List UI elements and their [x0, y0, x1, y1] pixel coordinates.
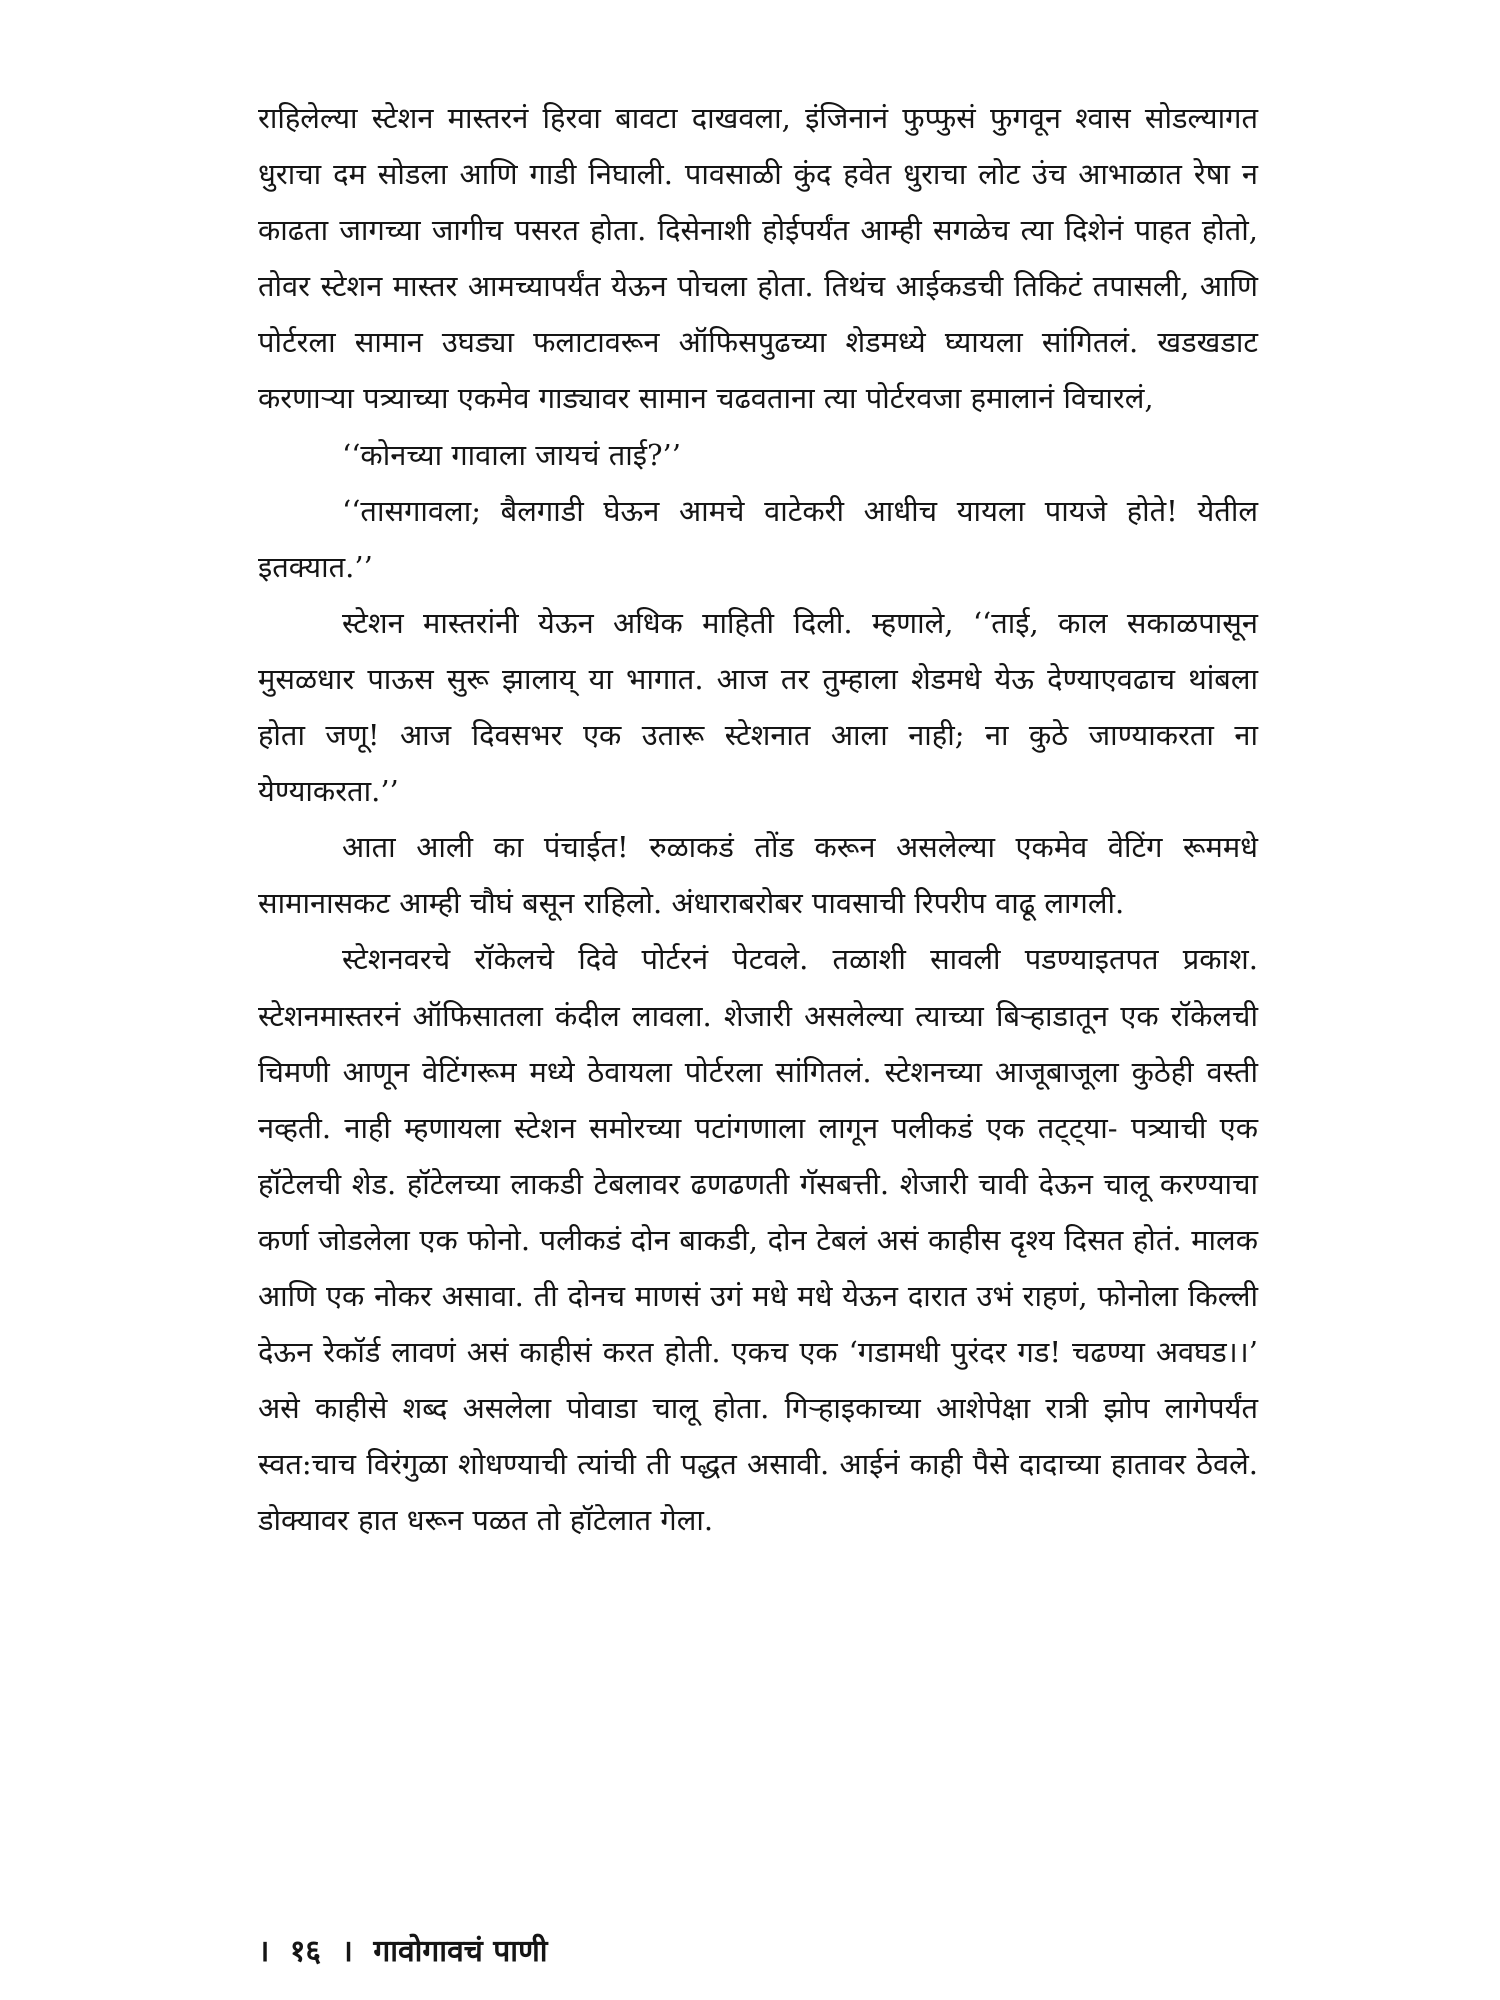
paragraph-lamps-hotel: स्टेशनवरचे रॉकेलचे दिवे पोर्टरनं पेटवले. तळाशी सावली पडण्याइतपत प्रकाश. स्टेशनमास्तरनं ऑफिसातला कंदील लावला. शेजारी असलेल्या त्याच्या बिऱ्हाडातून एक रॉकेलची चिमणी आणून वेटिंगरूम मध्ये ठेवायला पोर्टरला सांगितलं. स्टेशनच्या आजूबाजूला कुठेही वस्ती नव्हती. नाही म्हणायला स्टेशन समोरच्या पटांगणाला लागून पलीकडं एक तट्ट्या- पत्र्याची एक हॉटेलची शेड. हॉटेलच्या लाकडी टेबलावर ढणढणती गॅसबत्ती. शेजारी चावी देऊन चालू करण्याचा कर्णा जोडलेला एक फोनो. पलीकडं दोन बाकडी, दोन टेबलं असं काहीस दृश्य दिसत होतं. मालक आणि एक नोकर असावा. ती दोनच माणसं उगं मधे मधे येऊन दारात उभं राहणं, फोनोला किल्ली देऊन रेकॉर्ड लावणं असं काहीसं करत होती. एकच एक ‘गडामधी पुरंदर गड! चढण्या अवघड।।’ असे काहीसे शब्द असलेला पोवाडा चालू होता. गिऱ्हाइकाच्या आशेपेक्षा रात्री झोप लागेपर्यंत स्वत:चाच विरंगुळा शोधण्याची त्यांची ती पद्धत असावी. आईनं काही पैसे दादाच्या हातावर ठेवले. डोक्यावर हात धरून पळत तो हॉटेलात गेला. — [258, 942, 1258, 1538]
paragraph-dialogue-porter: ‘‘कोनच्या गावाला जायचं ताई?’’ — [342, 437, 681, 472]
paragraph-continued: राहिलेल्या स्टेशन मास्तरनं हिरवा बावटा दाखवला, इंजिनानं फुप्फुसं फुगवून श्वास सोडल्यागत धुराचा दम सोडला आणि गाडी निघाली. पावसाळी कुंद हवेत धुराचा लोट उंच आभाळात रेषा न काढता जागच्या जागीच पसरत होता. दिसेनाशी होईपर्यंत आम्ही सगळेच त्या दिशेनं पाहत होतो, तोवर स्टेशन मास्तर आमच्यापर्यंत येऊन पोचला होता. तिथंच आईकडची तिकिटं तपासली, आणि पोर्टरला सामान उघड्या फलाटावरून ऑफिसपुढच्या शेडमध्ये घ्यायला सांगितलं. खडखडाट करणाऱ्या पत्र्याच्या एकमेव गाड्यावर सामान चढवताना त्या पोर्टरवजा हमालानं विचारलं, — [258, 101, 1258, 416]
page-number: १६ — [289, 1934, 322, 1969]
paragraph-waiting-room: आता आली का पंचाईत! रुळाकडं तोंड करून असलेल्या एकमेव वेटिंग रूममधे सामानासकट आम्ही चौघं बसून राहिलो. अंधाराबरोबर पावसाची रिपरीप वाढू लागली. — [258, 830, 1258, 921]
body-text — [258, 90, 1258, 1548]
paragraph-station-master: स्टेशन मास्तरांनी येऊन अधिक माहिती दिली. म्हणाले, ‘‘ताई, काल सकाळपासून मुसळधार पाऊस सुरू झालाय् या भागात. आज तर तुम्हाला शेडमधे येऊ देण्याएवढाच थांबला होता जणू! आज दिवसभर एक उतारू स्टेशनात आला नाही; ना कुठे जाण्याकरता ना येण्याकरता.’’ — [258, 605, 1258, 809]
footer-separator-right: । — [341, 1934, 353, 1969]
book-title: गावोगावचं पाणी — [373, 1934, 548, 1969]
footer-separator-left: । — [258, 1934, 270, 1969]
paragraph-dialogue-mother: ‘‘तासगावला; बैलगाडी घेऊन आमचे वाटेकरी आधीच यायला पायजे होते! येतील इतक्यात.’’ — [258, 493, 1258, 584]
page-footer — [258, 1932, 558, 1972]
